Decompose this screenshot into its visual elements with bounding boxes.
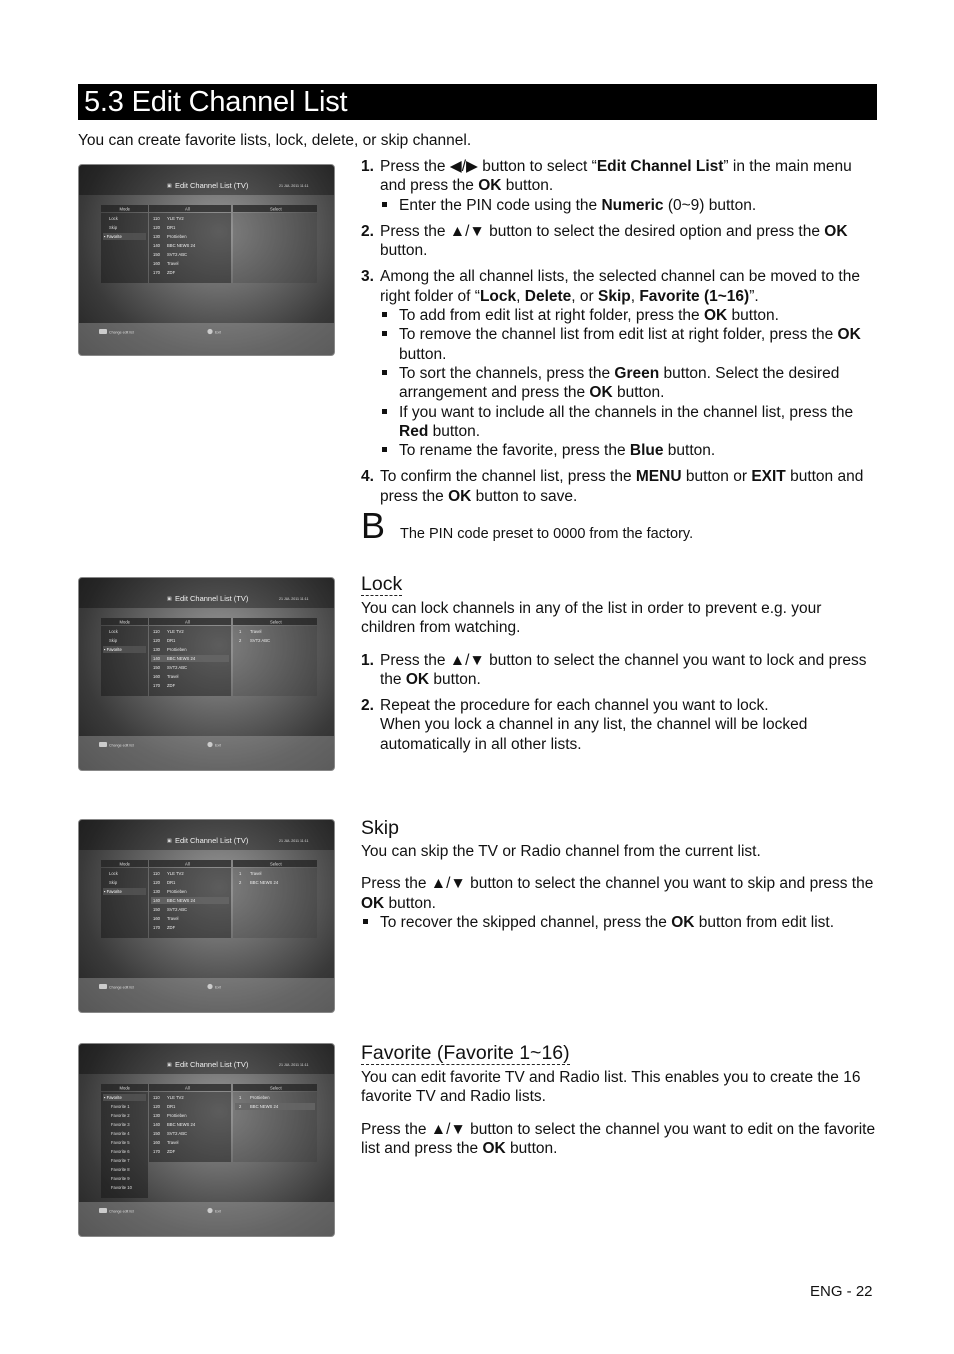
- screen-top-shade: [79, 578, 334, 608]
- selected-name: Travel: [250, 871, 262, 876]
- channel-name: ProSieben: [167, 1113, 187, 1118]
- channel-name: ProSieben: [167, 647, 187, 652]
- selected-number: 2: [239, 880, 242, 885]
- screen-date: 21 JUL 2011 11:11: [279, 1063, 309, 1067]
- step-item: [361, 696, 879, 754]
- bold-term: OK: [837, 326, 861, 344]
- footer-exit: Exit: [215, 1209, 221, 1214]
- column-header: Mode: [119, 861, 130, 867]
- channel-name: ZDF: [167, 270, 176, 275]
- channel-number: 170: [153, 925, 160, 930]
- screen-bottom-shade: [79, 1202, 334, 1236]
- channel-name: BBC NEWS 24: [167, 243, 196, 248]
- bullet-item: To add from edit list at right folder, press the OK button.: [380, 306, 879, 325]
- column-header: All: [185, 861, 190, 867]
- screen-top-shade: [79, 820, 334, 850]
- mode-item: ▪ Favorite: [104, 889, 122, 894]
- bold-term: Favorite (1~16): [639, 287, 750, 305]
- screen-bottom-shade: [79, 978, 334, 1012]
- step-text: Press the ▲/▼ button to select the desired option and press the OK button.: [380, 222, 848, 260]
- skip-heading: Skip: [361, 817, 399, 839]
- bold-term: Edit Channel List: [596, 158, 724, 175]
- footer-change-edit-list: Change edit list: [109, 330, 134, 335]
- bullet-item: If you want to include all the channels in the channel list, press the Red button.: [380, 403, 879, 442]
- channel-number: 120: [153, 225, 160, 230]
- channel-name: ZDF: [167, 925, 176, 930]
- all-panel: [149, 1092, 231, 1162]
- channel-name: SVT2 ABC: [167, 1131, 188, 1136]
- channel-number: 170: [153, 683, 160, 688]
- step-text: Press the ▲/▼ button to select the channel you want to lock and press the OK button.: [380, 651, 867, 688]
- screen-main: [79, 165, 334, 355]
- step-sub-bullets: [380, 196, 879, 215]
- column-header: Select: [270, 619, 282, 625]
- mode-item: Favorite 8: [111, 1167, 130, 1172]
- step-text: Among the all channel lists, the selected channel can be moved to the right folder of “Lock, Delete, or Skip, Favorite (1~16)”.: [380, 268, 860, 305]
- column-header: Mode: [119, 1085, 130, 1091]
- column-header: All: [185, 619, 190, 625]
- channel-name: Travel: [167, 674, 179, 679]
- channel-name: DR1: [167, 880, 176, 885]
- bold-term: Delete: [524, 287, 572, 305]
- channel-name: YLE TV2: [167, 629, 184, 634]
- step-item: [361, 651, 879, 690]
- screen-lock: [79, 578, 334, 770]
- edit-key-icon: [99, 1208, 107, 1213]
- favorite-instruction: Press the ▲/▼ button to select the channel you want to edit on the favorite list and press the OK button.: [361, 1120, 876, 1157]
- channel-name: BBC NEWS 24: [167, 898, 196, 903]
- channel-number: 130: [153, 647, 160, 652]
- bold-term: OK: [361, 894, 385, 912]
- tv-icon: ▣: [167, 183, 172, 189]
- steps-list: [361, 157, 879, 506]
- mode-item: Favorite 3: [111, 1122, 130, 1127]
- mode-item: ▪ Favorite: [104, 647, 122, 652]
- channel-number: 120: [153, 880, 160, 885]
- bold-term: Green: [614, 364, 660, 382]
- channel-name: Travel: [167, 916, 179, 921]
- channel-name: YLE TV2: [167, 216, 184, 221]
- skip-description: You can skip the TV or Radio channel from the current list.: [361, 843, 761, 860]
- lock-heading: Lock: [361, 573, 403, 595]
- channel-name: ProSieben: [167, 889, 187, 894]
- selected-name: ProSieben: [250, 1095, 270, 1100]
- mode-item: Skip: [109, 880, 118, 885]
- channel-number: 160: [153, 1140, 160, 1145]
- channel-name: ZDF: [167, 1149, 176, 1154]
- column-header: Mode: [119, 206, 130, 212]
- channel-number: 170: [153, 1149, 160, 1154]
- channel-number: 130: [153, 889, 160, 894]
- section-title-banner: [78, 84, 877, 120]
- channel-number: 150: [153, 907, 160, 912]
- intro-text: You can create favorite lists, lock, delete, or skip channel.: [78, 132, 472, 149]
- mode-item: Favorite 2: [111, 1113, 130, 1118]
- selected-number: 1: [239, 871, 242, 876]
- selected-name: BBC NEWS 24: [250, 1104, 279, 1109]
- note-icon: B: [361, 505, 386, 546]
- channel-name: YLE TV2: [167, 1095, 184, 1100]
- step-item: [361, 222, 879, 261]
- bold-term: OK: [482, 1139, 506, 1157]
- favorite-description: You can edit favorite TV and Radio list. This enables you to create the 16 favorite TV and Radio lists.: [361, 1069, 861, 1106]
- mode-item: Favorite 6: [111, 1149, 130, 1154]
- mode-item: Favorite 1: [111, 1104, 130, 1109]
- mode-item: Favorite 5: [111, 1140, 130, 1145]
- channel-name: ZDF: [167, 683, 176, 688]
- screen-title: Edit Channel List (TV): [175, 1060, 249, 1069]
- step-text: Repeat the procedure for each channel you want to lock. When you lock a channel in any list, the channel will be locked automatically in all other lists.: [380, 697, 808, 753]
- channel-number: 130: [153, 1113, 160, 1118]
- channel-number: 110: [153, 216, 160, 221]
- note-text: The PIN code preset to 0000 from the factory.: [400, 526, 694, 542]
- selected-number: 1: [239, 629, 242, 634]
- edit-key-icon: [99, 329, 107, 334]
- step-number: 1.: [361, 158, 374, 175]
- favorite-heading: Favorite (Favorite 1~16): [361, 1042, 570, 1064]
- screenshot-skip: [78, 819, 335, 1013]
- channel-name: DR1: [167, 638, 176, 643]
- tv-icon: ▣: [167, 838, 172, 844]
- footer-exit: Exit: [215, 743, 221, 748]
- mode-item: Favorite 4: [111, 1131, 130, 1136]
- channel-name: SVT2 ABC: [167, 252, 188, 257]
- all-panel: [149, 213, 231, 283]
- screen-date: 21 JUL 2011 11:11: [279, 839, 309, 843]
- selected-name: BBC NEWS 24: [250, 880, 279, 885]
- bullet-item: To remove the channel list from edit list at right folder, press the OK button.: [380, 325, 879, 364]
- mode-item: ▪ Favorite: [104, 1095, 122, 1100]
- exit-key-icon: [207, 742, 212, 747]
- bold-term: OK: [405, 670, 430, 688]
- footer-change-edit-list: Change edit list: [109, 1209, 134, 1214]
- exit-key-icon: [207, 1208, 212, 1213]
- screen-bottom-shade: [79, 736, 334, 770]
- channel-number: 110: [153, 629, 160, 634]
- step-number: 1.: [361, 651, 374, 669]
- bold-term: OK: [824, 222, 848, 240]
- channel-name: BBC NEWS 24: [167, 656, 196, 661]
- channel-number: 110: [153, 871, 160, 876]
- column-header: Mode: [119, 619, 130, 625]
- bullet-item: To rename the favorite, press the Blue button.: [380, 441, 879, 460]
- screen-bottom-shade: [79, 323, 334, 355]
- footer-exit: Exit: [215, 330, 221, 335]
- select-panel: [233, 868, 317, 938]
- mode-panel: [101, 213, 148, 283]
- lock-description: You can lock channels in any of the list in order to prevent e.g. your children from watching.: [361, 600, 822, 637]
- column-header: Select: [270, 1085, 282, 1091]
- skip-bullets: [361, 913, 879, 932]
- tv-icon: ▣: [167, 596, 172, 602]
- exit-key-icon: [207, 984, 212, 989]
- channel-number: 140: [153, 1122, 160, 1127]
- mode-item: Skip: [109, 638, 118, 643]
- selected-number: 1: [239, 1095, 242, 1100]
- step-item: [361, 267, 879, 460]
- channel-number: 160: [153, 916, 160, 921]
- bold-term: OK: [448, 487, 472, 505]
- column-header-bg: [149, 205, 231, 212]
- channel-name: YLE TV2: [167, 871, 184, 876]
- channel-number: 110: [153, 1095, 160, 1100]
- footer-exit: Exit: [215, 985, 221, 990]
- mode-panel: [101, 868, 148, 938]
- bullet-item: To recover the skipped channel, press the OK button from edit list.: [361, 913, 879, 932]
- mode-item: Lock: [109, 629, 118, 634]
- selected-number: 2: [239, 1104, 242, 1109]
- screenshot-edit-channel-list: [78, 164, 335, 356]
- step-number: 3.: [361, 268, 374, 286]
- column-header-bg: [149, 618, 231, 625]
- select-panel: [233, 1092, 317, 1162]
- bold-term: OK: [703, 307, 728, 325]
- channel-number: 160: [153, 261, 160, 266]
- screen-date: 21 JUL 2011 11:11: [279, 597, 309, 601]
- step-sub-bullets: [380, 306, 879, 460]
- main-instructions: [361, 157, 879, 513]
- selected-name: SVT2 ABC: [250, 638, 271, 643]
- bold-term: OK: [589, 384, 613, 402]
- page-number: ENG - 22: [810, 1283, 873, 1300]
- channel-number: 150: [153, 1131, 160, 1136]
- screenshot-lock: [78, 577, 335, 771]
- bold-term: Numeric: [601, 196, 664, 214]
- step-number: 2.: [361, 222, 374, 240]
- mode-item: Lock: [109, 871, 118, 876]
- step-number: 2.: [361, 697, 374, 715]
- channel-name: BBC NEWS 24: [167, 1122, 196, 1127]
- step-item: [361, 467, 879, 506]
- tv-icon: ▣: [167, 1062, 172, 1068]
- step-text: Press the ◀/▶ button to select “Edit Channel List” in the main menu and press the OK button.: [380, 158, 852, 195]
- screenshot-favorite: [78, 1043, 335, 1237]
- step-text: To confirm the channel list, press the MENU button or EXIT button and press the OK button to save.: [380, 468, 864, 505]
- step-item: [361, 157, 879, 215]
- channel-name: Travel: [167, 1140, 179, 1145]
- column-header: Select: [270, 206, 282, 212]
- footer-change-edit-list: Change edit list: [109, 985, 134, 990]
- footer-change-edit-list: Change edit list: [109, 743, 134, 748]
- edit-key-icon: [99, 984, 107, 989]
- mode-item: Lock: [109, 216, 118, 221]
- screen-title: Edit Channel List (TV): [175, 594, 249, 603]
- screen-top-shade: [79, 1044, 334, 1074]
- bold-term: OK: [478, 177, 502, 195]
- bold-term: Skip: [597, 287, 631, 305]
- section-title: 5.3 Edit Channel List: [84, 86, 348, 118]
- screen-skip: [79, 820, 334, 1012]
- channel-name: SVT2 ABC: [167, 665, 188, 670]
- screen-top-shade: [79, 165, 334, 195]
- column-header: All: [185, 206, 190, 212]
- column-header: All: [185, 1085, 190, 1091]
- select-panel: [233, 213, 317, 283]
- bullet-item: To sort the channels, press the Green button. Select the desired arrangement and press the OK button.: [380, 364, 879, 403]
- column-header: Select: [270, 861, 282, 867]
- skip-section: [361, 817, 879, 932]
- channel-number: 150: [153, 252, 160, 257]
- bold-term: OK: [671, 913, 695, 931]
- selected-number: 2: [239, 638, 242, 643]
- mode-panel: [101, 626, 148, 696]
- mode-item: Favorite 10: [111, 1185, 132, 1190]
- select-panel: [233, 626, 317, 696]
- mode-item: Favorite 7: [111, 1158, 130, 1163]
- channel-number: 170: [153, 270, 160, 275]
- bold-term: MENU: [635, 468, 682, 486]
- channel-name: SVT2 ABC: [167, 907, 188, 912]
- column-header-bg: [149, 1084, 231, 1091]
- step-number: 4.: [361, 468, 374, 486]
- selected-name: Travel: [250, 629, 262, 634]
- channel-number: 140: [153, 898, 160, 903]
- column-header-bg: [149, 860, 231, 867]
- channel-name: Travel: [167, 261, 179, 266]
- screen-title: Edit Channel List (TV): [175, 181, 249, 190]
- screen-date: 21 JUL 2011 11:11: [279, 184, 309, 188]
- screen-title: Edit Channel List (TV): [175, 836, 249, 845]
- bold-term: EXIT: [751, 468, 786, 486]
- bold-term: Red: [399, 422, 429, 440]
- skip-instruction: Press the ▲/▼ button to select the channel you want to skip and press the OK button.: [361, 875, 874, 912]
- channel-number: 140: [153, 656, 160, 661]
- bullet-item: Enter the PIN code using the Numeric (0~9) button.: [380, 196, 879, 215]
- mode-item: Skip: [109, 225, 118, 230]
- channel-name: DR1: [167, 225, 176, 230]
- mode-item: ▪ Favorite: [104, 234, 122, 239]
- channel-number: 120: [153, 638, 160, 643]
- channel-number: 160: [153, 674, 160, 679]
- channel-number: 150: [153, 665, 160, 670]
- exit-key-icon: [207, 329, 212, 334]
- channel-number: 120: [153, 1104, 160, 1109]
- channel-number: 140: [153, 243, 160, 248]
- mode-item: Favorite 9: [111, 1176, 130, 1181]
- bold-term: Blue: [629, 442, 664, 460]
- channel-number: 130: [153, 234, 160, 239]
- screen-favorite: [79, 1044, 334, 1236]
- edit-key-icon: [99, 742, 107, 747]
- channel-name: DR1: [167, 1104, 176, 1109]
- channel-name: ProSieben: [167, 234, 187, 239]
- favorite-section: [361, 1042, 879, 1158]
- lock-section: [361, 573, 879, 761]
- bold-term: Lock: [479, 287, 517, 305]
- lock-steps: [361, 651, 879, 754]
